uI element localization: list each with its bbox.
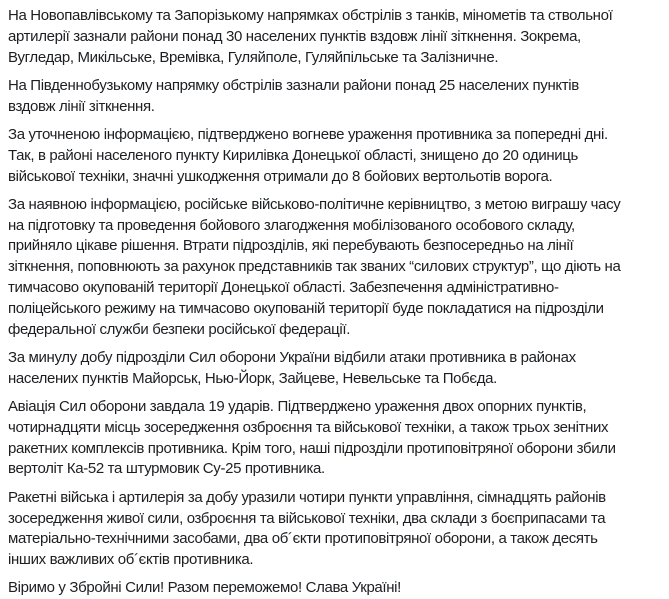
text-line: За наявною інформацією, російське військово-політичне керівництво, з метою виграшу часу (8, 195, 621, 213)
text-line: ракетних комплексів противника. Крім того, наші підрозділи протиповітряної оборони збили (8, 439, 616, 457)
text-line: Так, в районі населеного пункту Кирилівка Донецької області, знищено до 20 одиниць (8, 146, 579, 164)
text-line: Віримо у Збройні Сили! Разом переможемо! Слава Україні! (8, 579, 401, 597)
paragraph (8, 125, 669, 187)
text-line: чотирнадцяти місць зосередження озброєння та військової техніки, а також трьох зенітних (8, 418, 609, 436)
text-line: зосередження живої сили, озброєння та військової техніки, два склади з боєприпасами та (8, 509, 606, 527)
paragraph (8, 195, 669, 341)
paragraph (8, 348, 669, 390)
paragraph (8, 488, 669, 571)
text-line: артилерії зазнали райони понад 30 населених пунктів вздовж лінії зіткнення. Зокрема, (8, 27, 581, 45)
text-line: На Новопавлівському та Запорізькому напрямках обстрілів з танків, мінометів та ствольної (8, 7, 613, 24)
text-line: на підготовку та проведення бойового злагодження мобілізованого особового складу, (8, 216, 575, 234)
paragraph (8, 6, 669, 68)
paragraph (8, 397, 669, 480)
text-line: Авіація Сил оборони завдала 19 ударів. Підтверджено ураження двох опорних пунктів, (8, 398, 587, 416)
text-line: тимчасово окупованій території Донецької області. Забезпечення адміністративно- (8, 279, 559, 297)
text-line: поліцейського режиму на тимчасово окупованій території буде покладатися на підрозділи (8, 299, 604, 317)
paragraph (8, 578, 669, 599)
text-line: За уточненою інформацією, підтверджено вогневе ураження противника за попередні дні. (8, 125, 608, 143)
text-line: прийняло цікаве рішення. Втрати підрозділів, які перебувають безпосередньо на лінії (8, 237, 574, 255)
text-line: матеріально-технічними засобами, два об´єкти протиповітряної оборони, а також десять (8, 530, 598, 548)
text-line: зіткнення, поповнюють за рахунок представників так званих “силових структур”, що діють на (8, 258, 621, 276)
paragraph (8, 76, 669, 118)
text-line: федеральної служби безпеки російської федерації. (8, 320, 351, 338)
text-line: вертоліт Ка-52 та штурмовик Су-25 противника. (8, 460, 325, 478)
text-line: населених пунктів Майорськ, Нью-Йорк, Зайцеве, Невельське та Побєда. (8, 369, 497, 387)
text-line: інших важливих об´єктів противника. (8, 551, 254, 569)
text-line: На Південнобузькому напрямку обстрілів зазнали райони понад 25 населених пунктів (8, 76, 579, 94)
text-line: За минулу добу підрозділи Сил оборони України відбили атаки противника в районах (8, 348, 576, 366)
text-line: вздовж лінії зіткнення. (8, 97, 155, 115)
text-line: Ракетні війська і артилерія за добу уразили чотири пункти управління, сімнадцять районів (8, 488, 606, 506)
text-line: Вугледар, Микільське, Времівка, Гуляйполе, Гуляйпільське та Залізничне. (8, 48, 499, 66)
text-line: військової техніки, значні ушкодження отримали до 8 бойових вертольотів ворога. (8, 167, 553, 185)
